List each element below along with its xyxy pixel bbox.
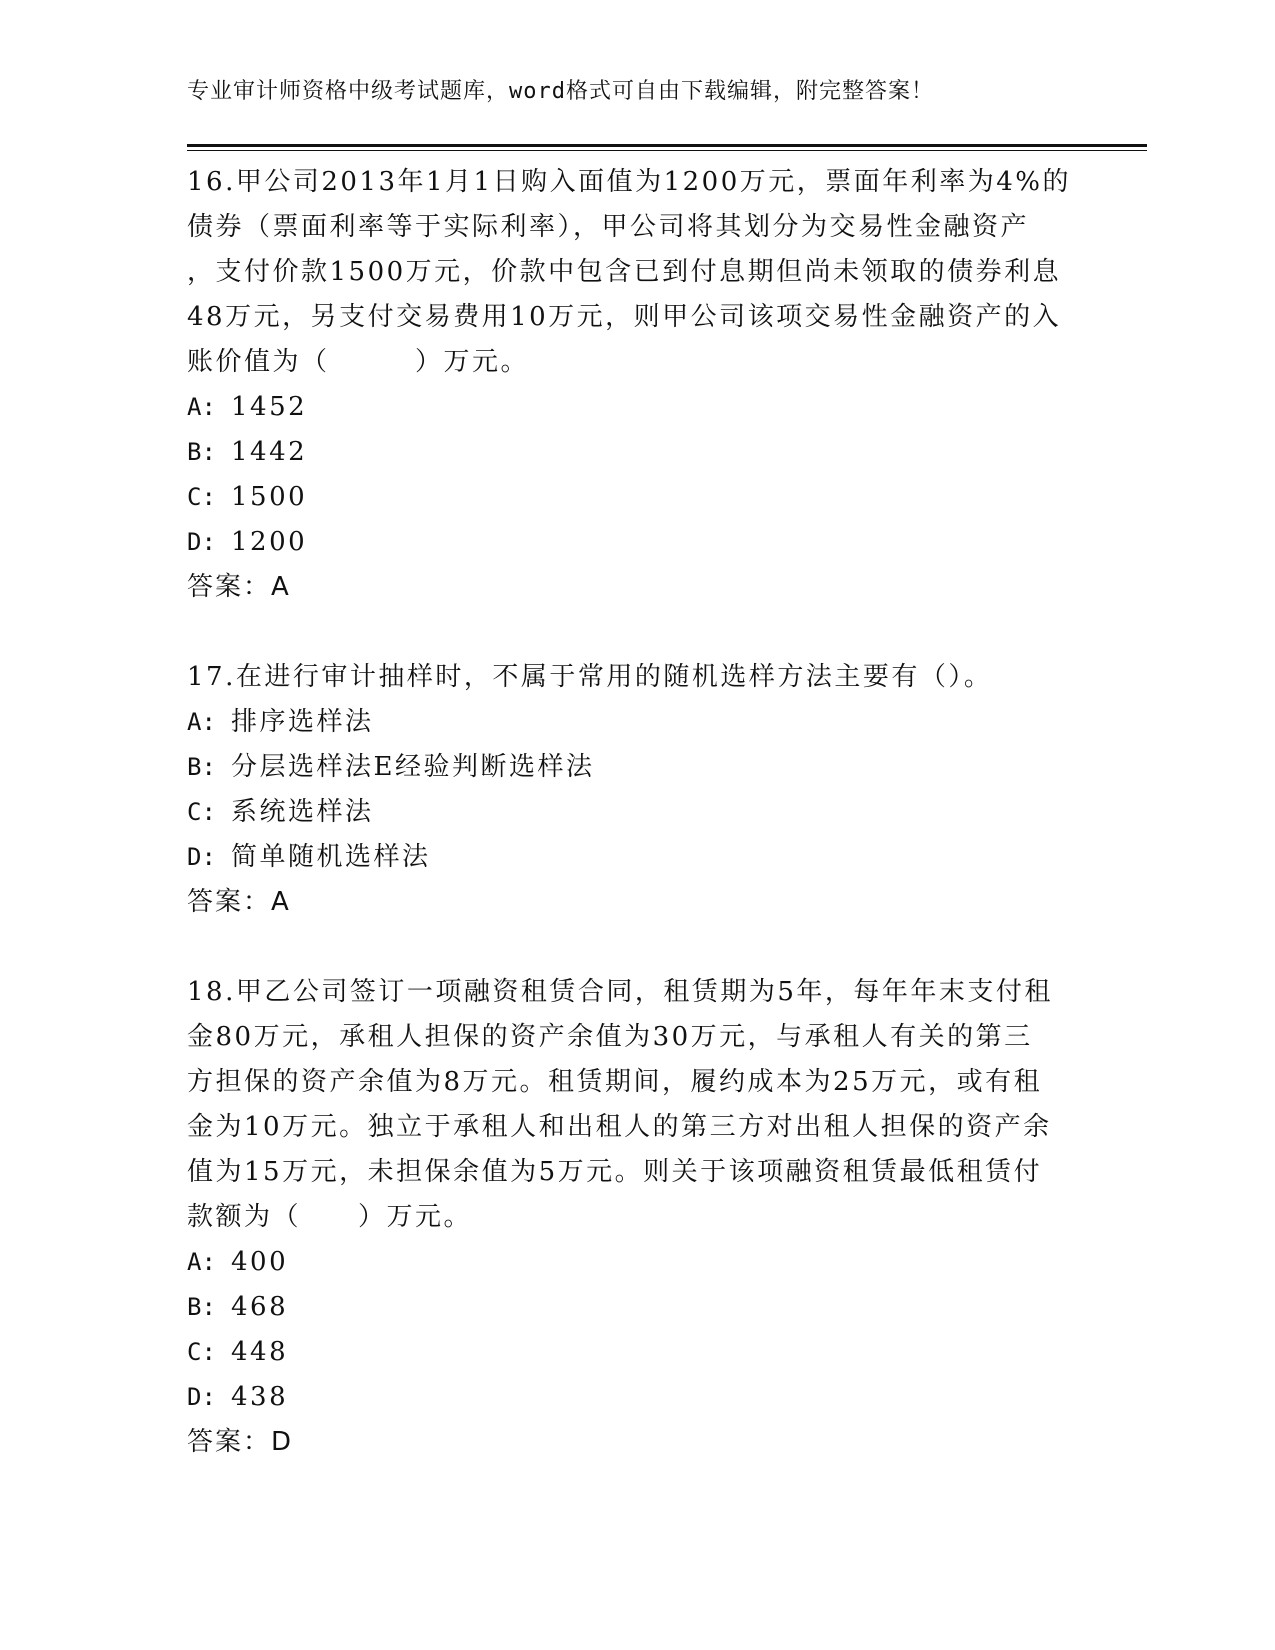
question-16-line-5: 账价值为（ ）万元。 bbox=[187, 347, 530, 377]
option-key: C: bbox=[187, 483, 216, 511]
question-18-line-4: 金为10万元。独立于承租人和出租人的第三方对出租人担保的资产余 bbox=[187, 1112, 1052, 1142]
option-key: B: bbox=[187, 753, 216, 781]
header-rule-thin bbox=[187, 150, 1147, 151]
header-rule-thick bbox=[187, 144, 1147, 147]
question-16-line-2: 债券（票面利率等于实际利率），甲公司将其划分为交易性金融资产 bbox=[187, 212, 1030, 242]
question-18-line-6: 款额为（ ）万元。 bbox=[187, 1202, 473, 1232]
option-text: 1200 bbox=[231, 527, 308, 557]
option-text: 系统选样法 bbox=[231, 797, 374, 827]
option-key: B: bbox=[187, 438, 216, 466]
question-list bbox=[187, 160, 1087, 1465]
question-18-line-1: 18.甲乙公司签订一项融资租赁合同，租赁期为5年，每年年末支付租 bbox=[187, 977, 1053, 1007]
option-key: A: bbox=[187, 393, 216, 421]
question-18-option-c bbox=[187, 1330, 1087, 1375]
question-17-option-d bbox=[187, 835, 1087, 880]
question-spacer bbox=[187, 925, 1087, 970]
question-18-line-3: 方担保的资产余值为8万元。租赁期间，履约成本为25万元，或有租 bbox=[187, 1067, 1043, 1097]
question-spacer bbox=[187, 610, 1087, 655]
page-header: 专业审计师资格中级考试题库，word格式可自由下载编辑，附完整答案！ bbox=[187, 79, 934, 104]
option-key: B: bbox=[187, 1293, 216, 1321]
question-17-answer: 答案：A bbox=[187, 887, 291, 917]
option-key: C: bbox=[187, 1338, 216, 1366]
question-16-option-a bbox=[187, 385, 1087, 430]
option-key: D: bbox=[187, 528, 216, 556]
question-17 bbox=[187, 655, 1087, 925]
question-18-line-5: 值为15万元，未担保余值为5万元。则关于该项融资租赁最低租赁付 bbox=[187, 1157, 1043, 1187]
option-text: 分层选样法E经验判断选样法 bbox=[231, 752, 595, 782]
question-17-option-c bbox=[187, 790, 1087, 835]
question-18-line-2: 金80万元，承租人担保的资产余值为30万元，与承租人有关的第三 bbox=[187, 1022, 1033, 1052]
question-16-line-4: 48万元，另支付交易费用10万元，则甲公司该项交易性金融资产的入 bbox=[187, 302, 1062, 332]
question-16-line-3: ，支付价款1500万元，价款中包含已到付息期但尚未领取的债券利息 bbox=[187, 257, 1062, 287]
option-text: 简单随机选样法 bbox=[231, 842, 431, 872]
option-text: 400 bbox=[231, 1247, 289, 1277]
question-16-option-c bbox=[187, 475, 1087, 520]
question-16 bbox=[187, 160, 1087, 610]
question-16-line-1: 16.甲公司2013年1月1日购入面值为1200万元，票面年利率为4%的 bbox=[187, 167, 1072, 197]
question-17-option-b bbox=[187, 745, 1087, 790]
question-18-answer: 答案：D bbox=[187, 1427, 294, 1457]
option-key: D: bbox=[187, 843, 216, 871]
option-text: 1452 bbox=[231, 392, 308, 422]
option-key: A: bbox=[187, 1248, 216, 1276]
question-17-line-1: 17.在进行审计抽样时，不属于常用的随机选样方法主要有（）。 bbox=[187, 662, 993, 692]
question-16-option-b bbox=[187, 430, 1087, 475]
option-text: 438 bbox=[231, 1382, 289, 1412]
question-18-option-a bbox=[187, 1240, 1087, 1285]
question-16-answer: 答案：A bbox=[187, 572, 291, 602]
option-key: D: bbox=[187, 1383, 216, 1411]
question-16-option-d bbox=[187, 520, 1087, 565]
option-text: 排序选样法 bbox=[231, 707, 374, 737]
question-18-option-b bbox=[187, 1285, 1087, 1330]
option-key: C: bbox=[187, 798, 216, 826]
option-text: 448 bbox=[231, 1337, 289, 1367]
option-key: A: bbox=[187, 708, 216, 736]
question-18 bbox=[187, 970, 1087, 1465]
option-text: 1500 bbox=[231, 482, 308, 512]
question-17-option-a bbox=[187, 700, 1087, 745]
question-18-option-d bbox=[187, 1375, 1087, 1420]
option-text: 1442 bbox=[231, 437, 308, 467]
option-text: 468 bbox=[231, 1292, 289, 1322]
